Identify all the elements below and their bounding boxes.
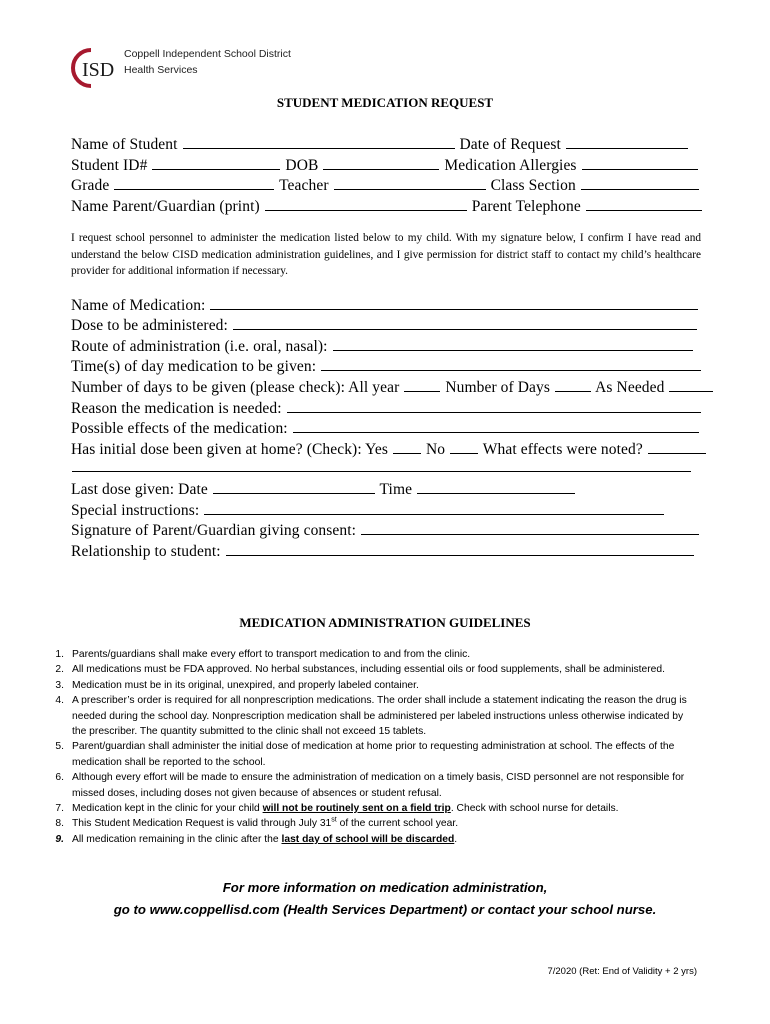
last-dose-row: [71, 479, 576, 499]
guidelines-list: [50, 647, 720, 847]
times-label: Time(s) of day medication to be given:: [71, 358, 317, 375]
dob-label: DOB: [285, 157, 319, 174]
guideline-item: [50, 801, 720, 816]
signature-field[interactable]: [361, 520, 699, 535]
footer-info-line-2: go to www.coppellisd.com (Health Services Department) or contact your school nurse.: [113, 902, 657, 917]
form-title: STUDENT MEDICATION REQUEST: [276, 95, 494, 110]
guideline-text: Medication kept in the clinic for your child will not be routinely sent on a field trip. Check with school nurse for details.: [72, 803, 619, 815]
guideline-item: [50, 662, 720, 677]
guideline-text: Parents/guardians shall make every effort to transport medication to and from the clinic.: [72, 649, 471, 660]
medication-name-field[interactable]: [210, 295, 698, 310]
times-field[interactable]: [321, 356, 701, 371]
parent-telephone-label: Parent Telephone: [471, 198, 581, 215]
guideline-number: 4.: [55, 695, 64, 707]
name-of-student-label: Name of Student: [71, 136, 178, 153]
district-name: Coppell Independent School District: [124, 48, 291, 60]
guideline-number: 6.: [55, 772, 64, 784]
guideline-number: 8.: [55, 818, 64, 830]
teacher-field[interactable]: [334, 175, 486, 190]
guideline-number: 7.: [55, 803, 64, 815]
revision-note: 7/2020 (Ret: End of Validity + 2 yrs): [547, 966, 697, 977]
student-id-row: [71, 155, 699, 175]
relationship-label: Relationship to student:: [71, 543, 221, 560]
reason-row: [71, 398, 702, 418]
guideline-text: A prescriber’s order is required for all nonprescription medications. The order shall include a statement indicating the reason the drug is needed during the school day. Nonprescription medication shall be administered per labeled instructions unless otherwise indicated by the prescriber. The quantity submitted to the clinic shall not exceed 15 tablets.: [72, 695, 687, 738]
medication-allergies-field[interactable]: [582, 155, 698, 170]
class-section-field[interactable]: [581, 175, 699, 190]
parent-telephone-field[interactable]: [586, 196, 702, 211]
guideline-text: Although every effort will be made to ensure the administration of medication on a timely basis, CISD personnel are not responsible for missed doses, including doses not given because of absences or student refusal.: [72, 772, 685, 799]
special-instructions-label: Special instructions:: [71, 502, 200, 519]
guideline-item: [50, 678, 720, 693]
guideline-item: [50, 739, 720, 770]
side-effects-field[interactable]: [293, 418, 699, 433]
route-label: Route of administration (i.e. oral, nasal):: [71, 338, 328, 355]
relationship-field[interactable]: [226, 541, 694, 556]
signature-label: Signature of Parent/Guardian giving consent:: [71, 522, 357, 539]
guideline-number: 2.: [55, 664, 64, 676]
discard-emphasis: last day of school will be discarded: [281, 833, 455, 845]
parent-name-label: Name Parent/Guardian (print): [71, 198, 260, 215]
logo-text: ISD: [82, 59, 115, 81]
times-row: [71, 356, 702, 376]
dose-field[interactable]: [233, 315, 697, 330]
student-id-field[interactable]: [152, 155, 280, 170]
all-year-check[interactable]: [404, 377, 440, 392]
signature-row: [71, 520, 700, 540]
class-section-label: Class Section: [490, 177, 576, 194]
student-name-row: [71, 134, 689, 154]
grade-field[interactable]: [114, 175, 274, 190]
special-instructions-row: [71, 500, 665, 520]
guideline-text: Parent/guardian shall administer the initial dose of medication at home prior to requesting administration at school. The effects of the medication shall be reported to the school.: [72, 741, 675, 768]
name-of-student-field[interactable]: [183, 134, 455, 149]
date-of-request-label: Date of Request: [459, 136, 561, 153]
initial-dose-row: [71, 439, 707, 459]
effects-noted-line-2[interactable]: [72, 471, 691, 472]
field-trip-emphasis: will not be routinely sent on a field trip: [262, 803, 451, 815]
guideline-item: [50, 647, 720, 662]
parent-name-field[interactable]: [265, 196, 467, 211]
grade-label: Grade: [71, 177, 110, 194]
last-dose-time-label: Time: [379, 481, 413, 498]
guideline-item: [50, 770, 720, 801]
guideline-text: Medication must be in its original, unexpired, and properly labeled container.: [72, 679, 419, 691]
initial-dose-yes-label: Has initial dose been given at home? (Check): Yes: [71, 441, 388, 458]
medication-allergies-label: Medication Allergies: [444, 157, 577, 174]
days-number-label: Number of Days: [445, 379, 551, 396]
footer-info-line-1: For more information on medication administration,: [222, 880, 548, 895]
side-effects-label: Possible effects of the medication:: [71, 420, 288, 437]
guideline-text: All medication remaining in the clinic after the last day of school will be discarded.: [72, 833, 458, 845]
reason-field[interactable]: [287, 398, 701, 413]
last-dose-date-field[interactable]: [213, 479, 375, 494]
last-dose-time-field[interactable]: [417, 479, 575, 494]
dob-field[interactable]: [323, 155, 439, 170]
consent-paragraph: I request school personnel to administer the medication listed below to my child. With my signature below, I confirm I have read and understand the below CISD medication administration guidelines, and I give permission for district staff to contact my child’s healthcare provider for additional information if necessary.: [71, 232, 701, 277]
guideline-number: 9.: [55, 833, 64, 845]
medication-name-label: Name of Medication:: [71, 297, 206, 314]
last-dose-date-label: Last dose given: Date: [71, 481, 208, 498]
dose-label: Dose to be administered:: [71, 317, 228, 334]
date-of-request-field[interactable]: [566, 134, 688, 149]
initial-dose-no-check[interactable]: [450, 439, 478, 454]
guideline-text: This Student Medication Request is valid through July 31st of the current school year.: [72, 817, 459, 830]
days-row: [71, 377, 714, 397]
relationship-row: [71, 541, 695, 561]
cisd-logo: [71, 47, 119, 89]
route-field[interactable]: [333, 336, 693, 351]
effects-noted-field[interactable]: [648, 439, 706, 454]
guideline-item: [50, 832, 720, 847]
effects-noted-label: What effects were noted?: [482, 441, 643, 458]
as-needed-check[interactable]: [669, 377, 713, 392]
guideline-item: [50, 816, 720, 831]
medication-name-row: [71, 295, 699, 315]
route-row: [71, 336, 694, 356]
initial-dose-no-label: No: [425, 441, 446, 458]
guideline-item: [50, 693, 720, 739]
dose-row: [71, 315, 698, 335]
guideline-text: All medications must be FDA approved. No herbal substances, including essential oils or food supplements, shall be administered.: [72, 664, 665, 676]
grade-row: [71, 175, 700, 195]
guidelines-title: MEDICATION ADMINISTRATION GUIDELINES: [239, 615, 531, 630]
department-name: Health Services: [124, 64, 198, 76]
days-all-year-label: Number of days to be given (please check): All year: [71, 379, 400, 396]
reason-label: Reason the medication is needed:: [71, 400, 282, 417]
parent-name-row: [71, 196, 703, 216]
days-as-needed-label: As Needed: [595, 379, 665, 396]
student-id-label: Student ID#: [71, 157, 148, 174]
guideline-number: 5.: [55, 741, 64, 753]
special-instructions-field[interactable]: [204, 500, 664, 515]
guideline-number: 1.: [55, 649, 64, 660]
number-of-days-field[interactable]: [555, 377, 591, 392]
side-effects-row: [71, 418, 700, 438]
teacher-label: Teacher: [279, 177, 329, 194]
initial-dose-yes-check[interactable]: [393, 439, 421, 454]
guideline-number: 3.: [55, 679, 64, 691]
